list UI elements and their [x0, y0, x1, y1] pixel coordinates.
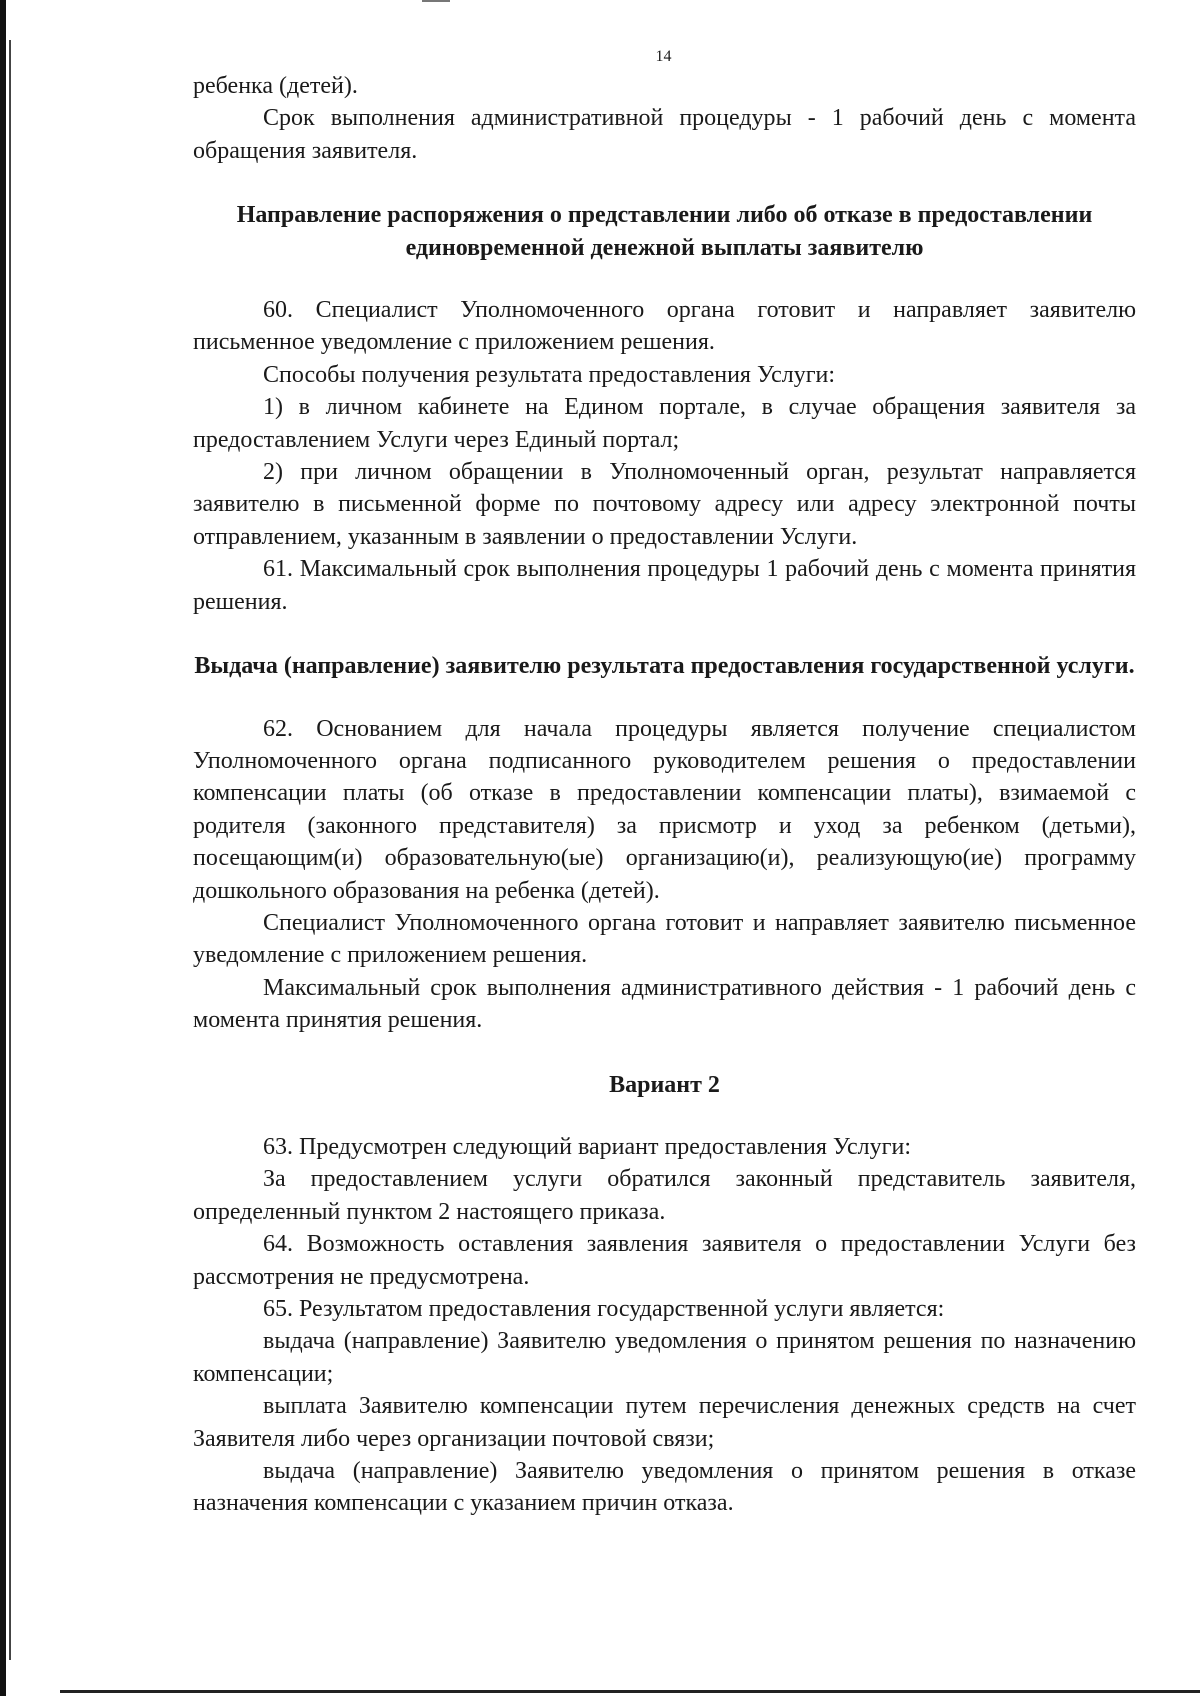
section-heading: Вариант 2 — [609, 1071, 720, 1098]
paragraph: 2) при личном обращении в Уполномоченный орган, результат направляется заявителю в письменной форме по почтовому адресу или адресу электронной почты отправлением, указанным в заявлении о предоставлении Услуги. — [193, 459, 1136, 550]
scan-edge-left — [0, 0, 6, 1696]
paragraph: Срок выполнения административной процедуры - 1 рабочий день с момента обращения заявителя. — [193, 105, 1136, 164]
section-heading: Выдача (направление) заявителю результата предоставления государственной услуги. — [194, 653, 1135, 680]
paragraph: 60. Специалист Уполномоченного органа готовит и направляет заявителю письменное уведомление с приложением решения. — [193, 297, 1136, 356]
paragraph: 61. Максимальный срок выполнения процедуры 1 рабочий день с момента принятия решения. — [193, 556, 1136, 615]
paragraph: За предоставлением услуги обратился законный представитель заявителя, определенный пунктом 2 настоящего приказа. — [193, 1166, 1136, 1225]
paragraph: 64. Возможность оставления заявления заявителя о предоставлении Услуги без рассмотрения не предусмотрена. — [193, 1231, 1136, 1290]
paragraph: 1) в личном кабинете на Едином портале, в случае обращения заявителя за предоставлением Услуги через Единый портал; — [193, 394, 1136, 453]
paragraph: выплата Заявителю компенсации путем перечисления денежных средств на счет Заявителя либо через организации почтовой связи; — [193, 1393, 1136, 1452]
scan-mark-top — [422, 0, 450, 2]
paragraph: ребенка (детей). — [193, 73, 358, 99]
paragraph: выдача (направление) Заявителю уведомления о принятом решения по назначению компенсации; — [193, 1328, 1136, 1387]
paragraph: выдача (направление) Заявителю уведомления о принятом решения в отказе назначения компенсации с указанием причин отказа. — [193, 1458, 1136, 1517]
section-heading: Направление распоряжения о представлении либо об отказе в предоставлении единовременной денежной выплаты заявителю — [236, 202, 1093, 261]
paragraph: 63. Предусмотрен следующий вариант предоставления Услуги: — [263, 1133, 911, 1160]
scan-edge-bottom — [60, 1690, 1200, 1693]
paragraph: 62. Основанием для начала процедуры является получение специалистом Уполномоченного органа подписанного руководителем решения о предоставлении компенсации платы (об отказе в предоставлении компенсации платы), взимаемой с родителя (законного представителя) за присмотр и уход за ребенком (детьми), посещающим(и) образовательную(ые) организацию(и), реализующую(ие) программу дошкольного образования на ребенка (детей). — [193, 715, 1136, 904]
paragraph: 65. Результатом предоставления государственной услуги является: — [263, 1296, 945, 1322]
document-page — [193, 44, 1136, 1520]
page-number: 14 — [655, 48, 672, 65]
paragraph: Способы получения результата предоставления Услуги: — [263, 361, 836, 388]
paragraph: Максимальный срок выполнения административного действия - 1 рабочий день с момента принятия решения. — [193, 974, 1136, 1034]
paragraph: Специалист Уполномоченного органа готовит и направляет заявителю письменное уведомление с приложением решения. — [193, 909, 1136, 969]
scan-edge-left-thin — [9, 40, 11, 1660]
